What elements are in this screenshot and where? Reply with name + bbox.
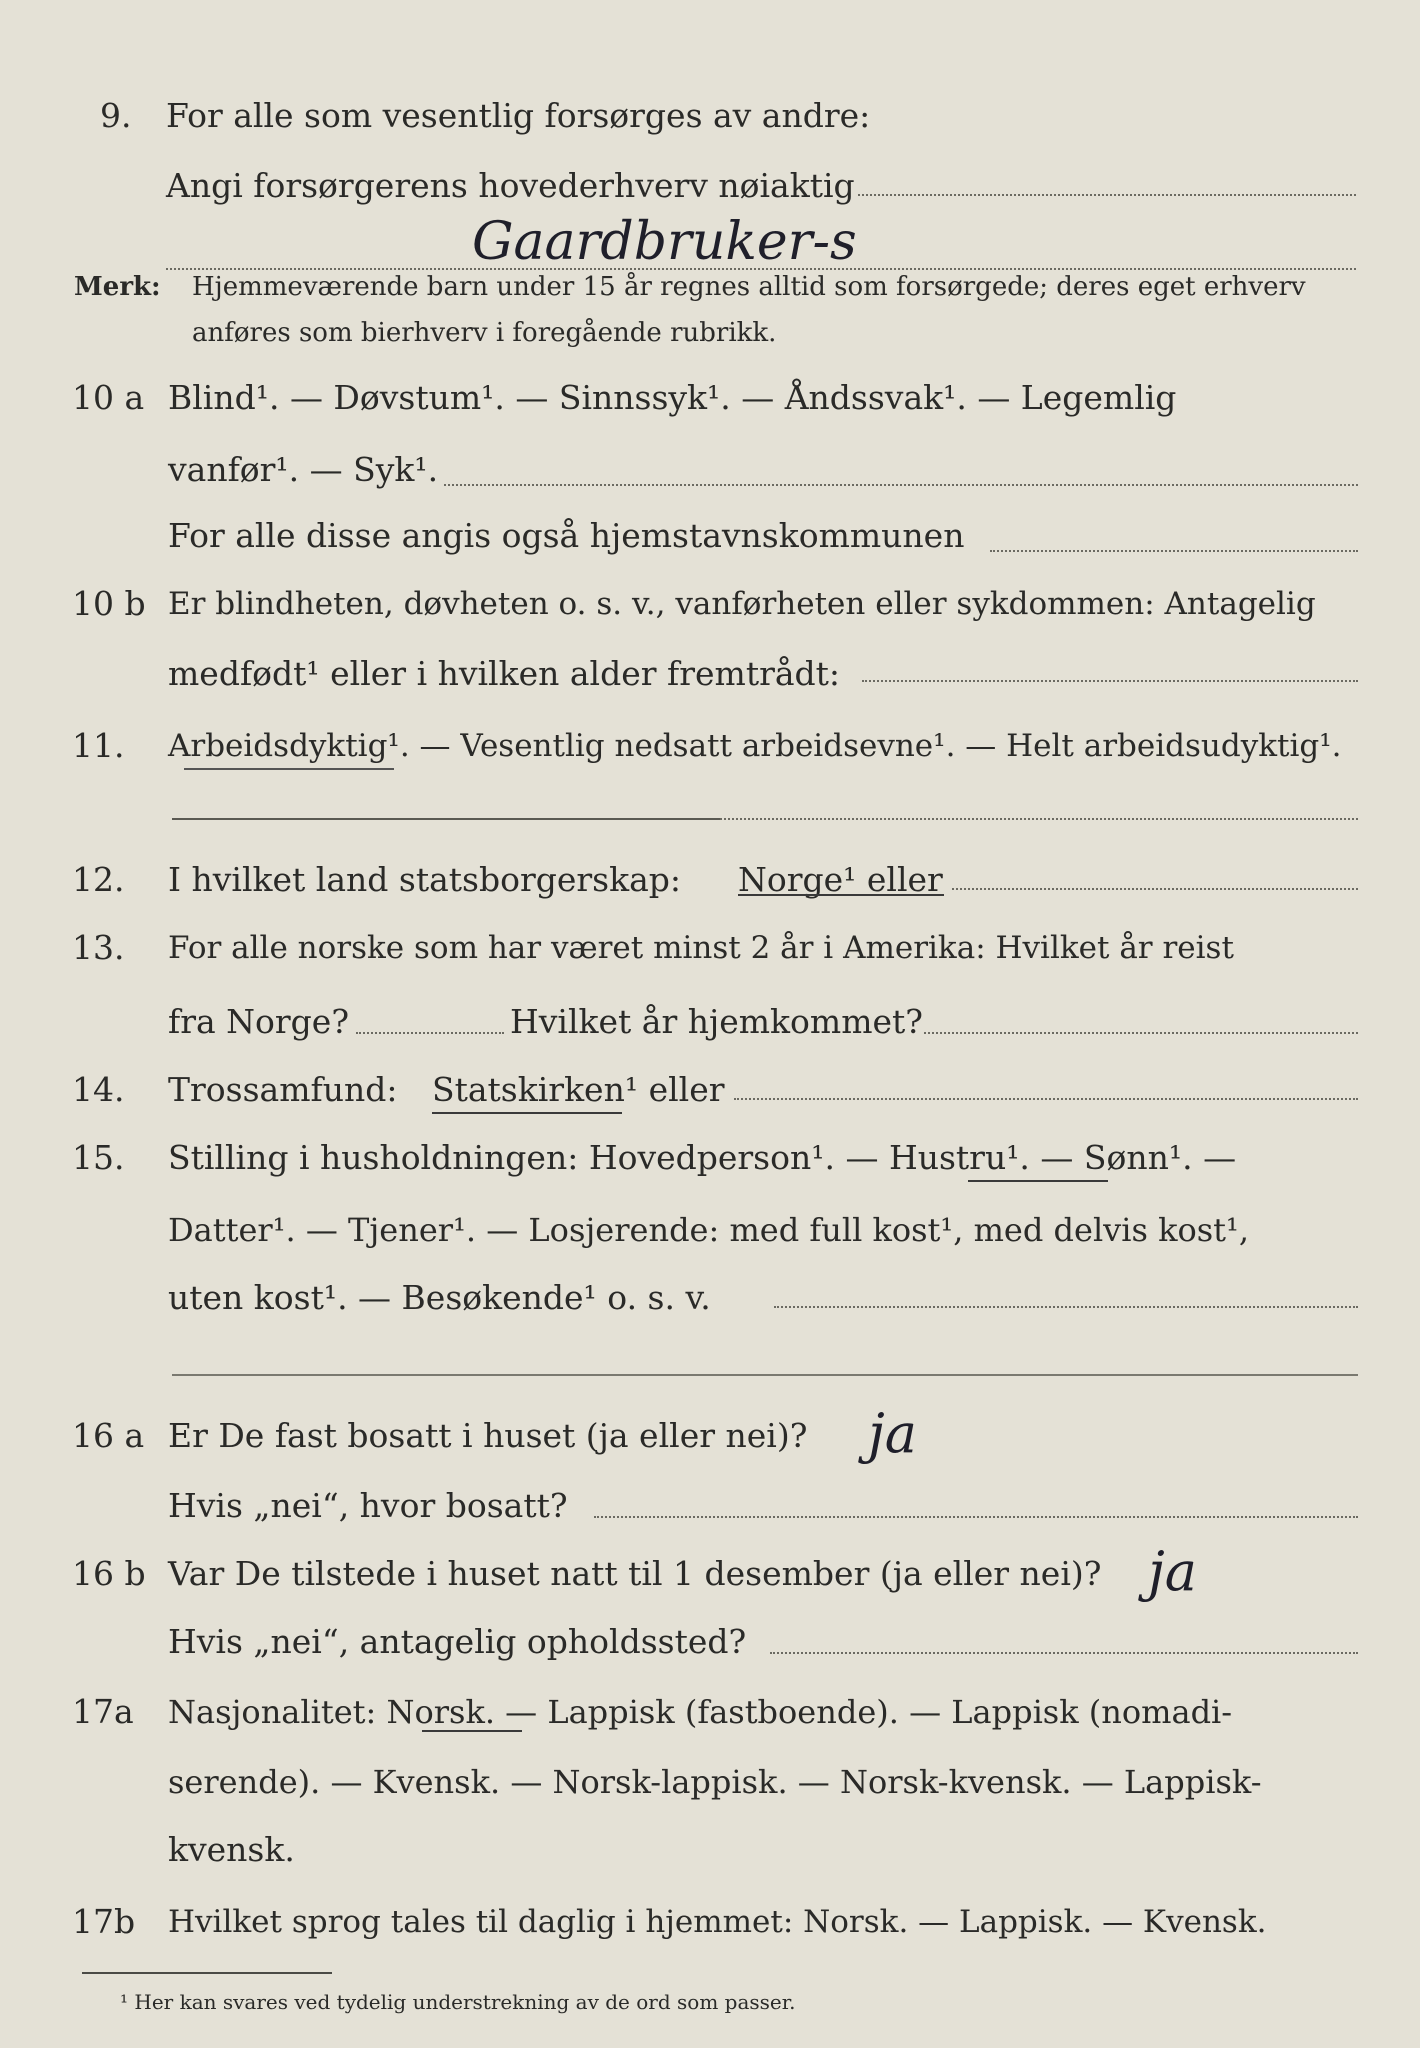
q17b-number: 17b (72, 1902, 136, 1941)
q13-text-1: For alle norske som har været minst 2 år i Amerika: Hvilket år reist (168, 930, 1234, 966)
q17b-line1 (0, 1886, 1420, 1958)
merk-line1 (0, 262, 1420, 312)
q17a-text-3: kvensk. (168, 1830, 295, 1869)
q9-text-1: For alle som vesentlig forsørges av andre: (166, 96, 871, 135)
q15-text-1: Stilling i husholdningen: Hovedperson¹. — Hustru¹. — Sønn¹. — (168, 1138, 1237, 1177)
q11-number: 11. (72, 726, 125, 765)
q17a-text-1: Nasjonalitet: Norsk. — Lappisk (fastboende). — Lappisk (nomadi- (168, 1693, 1233, 1731)
q14-underline-statskirken (432, 1112, 622, 1114)
q12-text-1: I hvilket land statsborgerskap: (168, 860, 682, 899)
q16a-number: 16 a (72, 1416, 145, 1455)
q13-text-2b: Hvilket år hjemkommet? (510, 1002, 923, 1041)
q15-line3 (0, 1262, 1420, 1334)
q10b-dotline (862, 680, 1358, 682)
q11-underline-arbeidsdyktig (184, 768, 394, 770)
q15-dotline-1 (774, 1306, 1358, 1308)
q16a-text-1: Er De fast bosatt i huset (ja eller nei)? (168, 1416, 808, 1455)
q9-handwritten-answer: Gaardbruker-s (472, 212, 857, 272)
q9-number: 9. (100, 96, 132, 135)
q14-line1 (0, 1054, 1420, 1126)
q12-dotline (952, 888, 1358, 890)
q15-line1 (0, 1122, 1420, 1194)
q15-line2 (0, 1194, 1420, 1266)
q16a-line2 (0, 1470, 1420, 1542)
footnote-text: ¹ Her kan svares ved tydelig understrekning av de ord som passer. (120, 1990, 796, 2014)
q10a-text-1: Blind¹. — Døvstum¹. — Sinnssyk¹. — Åndssvak¹. — Legemlig (168, 378, 1177, 417)
q16b-text-1: Var De tilstede i huset natt til 1 desember (ja eller nei)? (168, 1554, 1102, 1593)
q10a-line1 (0, 362, 1420, 434)
q13-dotline-1 (356, 1032, 504, 1034)
q16a-line1 (0, 1400, 1420, 1472)
q12-number: 12. (72, 860, 125, 899)
merk-text-2: anføres som bierhverv i foregående rubrikk. (192, 318, 777, 348)
q15-text-2: Datter¹. — Tjener¹. — Losjerende: med full kost¹, med delvis kost¹, (168, 1211, 1250, 1249)
q10b-text-2: medfødt¹ eller i hvilken alder fremtrådt: (168, 654, 841, 693)
q14-dotline (734, 1098, 1358, 1100)
q15-number: 15. (72, 1138, 125, 1177)
q16b-text-2: Hvis „nei“, antagelig opholdssted? (168, 1622, 747, 1661)
q17a-line1 (0, 1676, 1420, 1748)
merk-text-1: Hjemmeværende barn under 15 år regnes alltid som forsørgede; deres eget erhverv (192, 272, 1306, 302)
q16b-handwritten-answer: ja (1148, 1540, 1197, 1603)
q17a-line3 (0, 1814, 1420, 1886)
q17a-number: 17a (72, 1692, 134, 1731)
q9-text-2: Angi forsørgerens hovederhverv nøiaktig (166, 166, 855, 205)
q12-answer-options: Norge¹ eller (738, 860, 943, 899)
q16a-dotline (594, 1516, 1358, 1518)
q11-line1 (0, 710, 1420, 782)
q17a-line2 (0, 1746, 1420, 1818)
q13-line2 (0, 986, 1420, 1058)
q16a-text-2: Hvis „nei“, hvor bosatt? (168, 1486, 568, 1525)
q15-underline-hustru (968, 1180, 1108, 1182)
q17a-text-2: serende). — Kvensk. — Norsk-lappisk. — Norsk-kvensk. — Lappisk- (168, 1763, 1262, 1801)
q14-number: 14. (72, 1070, 125, 1109)
q10a-dotline-2 (990, 550, 1358, 552)
merk-line2 (0, 308, 1420, 358)
q10b-number: 10 b (72, 584, 146, 623)
q13-text-2a: fra Norge? (168, 1002, 350, 1041)
q12-line1 (0, 844, 1420, 916)
q16b-line2 (0, 1606, 1420, 1678)
q10b-line1 (0, 568, 1420, 640)
q15-dotline-2 (172, 1374, 1358, 1376)
q10a-dotline-1 (444, 484, 1358, 486)
q14-answer-options: Statskirken¹ eller (432, 1070, 725, 1109)
q9-answer-dotline-1 (858, 194, 1356, 196)
q10a-line3 (0, 500, 1420, 572)
q11-answer-rule-1 (172, 818, 720, 820)
q9-line1 (0, 80, 1420, 152)
q17b-text-1: Hvilket sprog tales til daglig i hjemmet: Norsk. — Lappisk. — Kvensk. (168, 1904, 1267, 1940)
q11-answer-dotline-2 (720, 818, 1358, 820)
q10a-line2 (0, 434, 1420, 506)
q10b-line2 (0, 638, 1420, 710)
q10a-text-2: vanfør¹. — Syk¹. (168, 450, 439, 489)
q10a-number: 10 a (72, 378, 145, 417)
q16b-dotline (770, 1652, 1358, 1654)
q16a-handwritten-answer: ja (868, 1402, 917, 1465)
q11-text-1: Arbeidsdyktig¹. — Vesentlig nedsatt arbeidsevne¹. — Helt arbeidsudyktig¹. (168, 728, 1342, 764)
q14-text-1: Trossamfund: (168, 1070, 398, 1109)
q15-text-3: uten kost¹. — Besøkende¹ o. s. v. (168, 1278, 711, 1317)
q12-underline-norge (738, 894, 944, 896)
merk-label: Merk: (74, 272, 161, 302)
q17a-underline-norsk (422, 1730, 522, 1732)
footnote-rule (82, 1972, 332, 1974)
q13-dotline-2 (924, 1032, 1358, 1034)
q13-line1 (0, 912, 1420, 984)
q13-number: 13. (72, 928, 125, 967)
q10b-text-1: Er blindheten, døvheten o. s. v., vanførheten eller sykdommen: Antagelig (168, 586, 1316, 622)
q16b-number: 16 b (72, 1554, 146, 1593)
q10a-text-3: For alle disse angis også hjemstavnskommunen (168, 516, 965, 555)
q16b-line1 (0, 1538, 1420, 1610)
